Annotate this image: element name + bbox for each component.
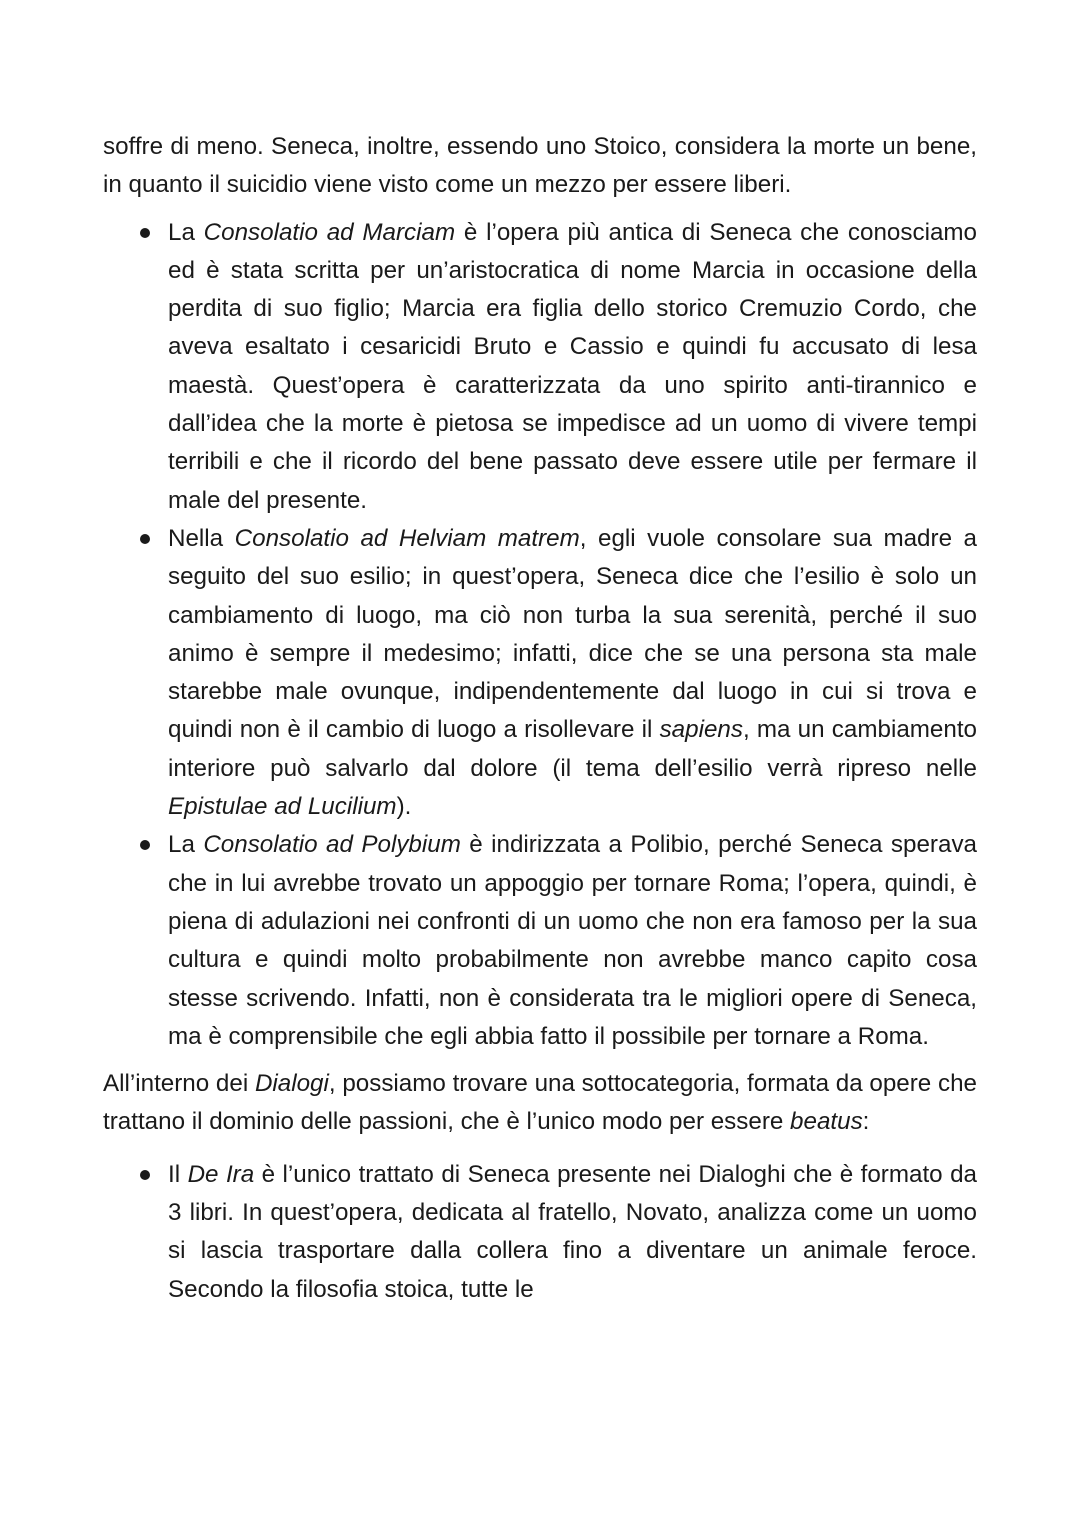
item-text: Il xyxy=(168,1160,188,1188)
work-title: De Ira xyxy=(187,1160,255,1188)
list-item-de-ira xyxy=(103,1156,977,1309)
item-text: è indirizzata a Polibio, perché Seneca sperava che in lui avrebbe trovato un appoggio per tornare Roma; l’opera, quindi, è piena di adulazioni nei confronti di un uomo che non era famoso per la sua cultura e quindi molto probabilmente non avrebbe manco capito cosa stesse scrivendo. Infatti, non è considerata tra le migliori opere di Seneca, ma è comprensibile che egli abbia fatto il possibile per tornare a Roma. xyxy=(168,831,977,1050)
item-text: è l’unico trattato di Seneca presente nei Dialoghi che è formato da 3 libri. In quest’opera, dedicata al fratello, Novato, analizza come un uomo si lascia trasportare dalla collera fino a diventare un animale feroce. Secondo la filosofia stoica, tutte le xyxy=(168,1160,977,1303)
document-page xyxy=(103,128,977,1309)
work-title: Consolatio ad Polybium xyxy=(203,831,461,859)
latin-term: beatus xyxy=(790,1108,863,1136)
list-item-consolatio-marciam xyxy=(103,214,977,520)
list-item-consolatio-polybium xyxy=(103,826,977,1056)
consolationes-list xyxy=(103,214,977,1057)
item-text: La xyxy=(168,831,204,859)
intro-text: soffre di meno. Seneca, inoltre, essendo uno Stoico, considera la morte un bene, in quanto il suicidio viene visto come un mezzo per essere liberi. xyxy=(103,133,977,199)
latin-term: Dialogi xyxy=(254,1070,329,1098)
paragraph-text: : xyxy=(862,1108,870,1136)
item-text: è l’opera più antica di Seneca che conosciamo ed è stata scritta per un’aristocratica di nome Marcia in occasione della perdita di suo figlio; Marcia era figlia dello storico Cremuzio Cordo, che aveva esaltato i cesaricidi Bruto e Cassio e quindi fu accusato di lesa maestà. Quest’opera è caratterizzata da uno spirito anti-tirannico e dall’idea che la morte è pietosa se impedisce ad un uomo di vivere tempi terribili e che il ricordo del bene passato deve essere utile per fermare il male del presente. xyxy=(168,218,977,514)
item-text: La xyxy=(168,218,204,246)
work-title: Consolatio ad Helviam matrem xyxy=(234,524,580,552)
work-title: Consolatio ad Marciam xyxy=(203,218,456,246)
item-text: , ma un cambiamento interiore può salvarlo dal dolore (il tema dell’esilio verrà ripreso nelle xyxy=(168,716,977,782)
passioni-list xyxy=(103,1156,977,1309)
paragraph-text: , possiamo trovare una sottocategoria, formata da opere che trattano il dominio delle passioni, che è l’unico modo per essere xyxy=(103,1070,977,1136)
dialogi-paragraph xyxy=(103,1065,977,1142)
intro-paragraph xyxy=(103,128,977,205)
latin-term: sapiens xyxy=(659,716,743,744)
list-item-consolatio-helviam xyxy=(103,520,977,826)
paragraph-text: All’interno dei xyxy=(103,1070,255,1098)
item-text: , egli vuole consolare sua madre a seguito del suo esilio; in quest’opera, Seneca dice che l’esilio è solo un cambiamento di luogo, ma ciò non turba la sua serenità, perché il suo animo è sempre il medesimo; infatti, dice che se una persona sta male starebbe male ovunque, indipendentemente dal luogo in cui si trova e quindi non è il cambio di luogo a risollevare il xyxy=(168,524,977,744)
item-text: Nella xyxy=(168,524,235,552)
item-text: ). xyxy=(396,793,412,821)
work-title: Epistulae ad Lucilium xyxy=(168,793,397,821)
